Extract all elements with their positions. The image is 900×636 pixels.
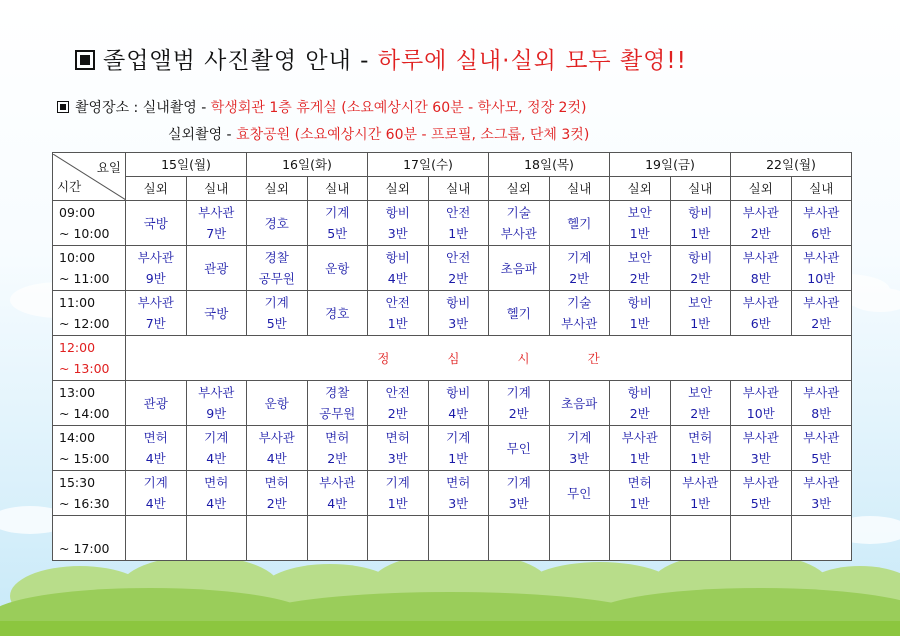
class-cell xyxy=(610,471,671,516)
class-name: 항비 xyxy=(627,385,652,400)
class-group: 1반 xyxy=(629,496,650,511)
class-group: 2반 xyxy=(327,451,348,466)
class-name: 부사관 xyxy=(198,385,235,400)
class-name: 기계 xyxy=(446,430,471,445)
class-name: 면허 xyxy=(688,430,713,445)
class-group: 1반 xyxy=(690,226,711,241)
class-name: 면허 xyxy=(204,475,229,490)
time-start: 11:00 xyxy=(59,295,96,310)
class-group: 2반 xyxy=(387,406,408,421)
class-group: 2반 xyxy=(690,406,711,421)
lunch-char: 시 xyxy=(517,350,530,366)
class-group: 8반 xyxy=(750,271,771,286)
time-end: ~ 13:00 xyxy=(59,361,110,376)
time-end: ~ 11:00 xyxy=(59,271,110,286)
class-name: 보안 xyxy=(627,205,652,220)
class-name: 면허 xyxy=(143,430,168,445)
class-name: 부사관 xyxy=(742,295,779,310)
class-name: 보안 xyxy=(688,295,713,310)
class-name: 보안 xyxy=(688,385,713,400)
class-cell xyxy=(126,426,187,471)
indoor-subheader: 실내 xyxy=(186,177,247,201)
class-group: 4반 xyxy=(327,496,348,511)
class-cell xyxy=(549,516,610,561)
class-cell xyxy=(247,381,308,426)
class-name: 부사관 xyxy=(803,205,840,220)
class-name: 부사관 xyxy=(198,205,235,220)
time-start: 13:00 xyxy=(59,385,96,400)
square-bullet-icon xyxy=(75,50,95,70)
class-group: 5반 xyxy=(750,496,771,511)
class-cell xyxy=(731,471,792,516)
schedule-table xyxy=(52,152,852,561)
class-name: 보안 xyxy=(627,250,652,265)
class-cell xyxy=(428,246,489,291)
class-name: 기계 xyxy=(385,475,410,490)
title-prefix: 졸업앨범 사진촬영 안내 - xyxy=(103,48,378,74)
time-end: ~ 10:00 xyxy=(59,226,110,241)
class-group: 부사관 xyxy=(561,316,598,331)
class-name: 부사관 xyxy=(742,205,779,220)
class-cell xyxy=(489,201,550,246)
time-start: 10:00 xyxy=(59,250,96,265)
class-cell xyxy=(126,201,187,246)
class-cell xyxy=(186,201,247,246)
class-cell xyxy=(549,381,610,426)
class-name: 관광 xyxy=(143,395,168,411)
class-cell xyxy=(610,426,671,471)
class-cell xyxy=(791,381,852,426)
class-cell xyxy=(307,426,368,471)
class-name: 면허 xyxy=(446,475,471,490)
time-start: 09:00 xyxy=(59,205,96,220)
lunch-break-cell xyxy=(126,336,852,381)
indoor-subheader: 실내 xyxy=(670,177,731,201)
class-cell xyxy=(126,516,187,561)
class-name: 관광 xyxy=(204,260,229,276)
class-cell xyxy=(186,471,247,516)
location-indoor-line xyxy=(57,97,586,117)
corner-time-label: 시간 xyxy=(57,178,82,194)
time-end: ~ 14:00 xyxy=(59,406,110,421)
class-group: 9반 xyxy=(206,406,227,421)
class-cell xyxy=(791,291,852,336)
day-header: 19일(금) xyxy=(610,153,731,177)
day-header: 17일(수) xyxy=(368,153,489,177)
class-group: 3반 xyxy=(448,496,469,511)
corner-day-label: 요일 xyxy=(96,159,121,175)
class-cell xyxy=(186,381,247,426)
class-group: 9반 xyxy=(145,271,166,286)
class-group: 3반 xyxy=(750,451,771,466)
class-group: 2반 xyxy=(690,271,711,286)
outdoor-detail: 효창공원 (소요예상시간 60분 - 프로필, 소그룹, 단체 3컷) xyxy=(236,127,590,143)
lunch-char: 정 xyxy=(377,350,390,366)
class-group: 4반 xyxy=(448,406,469,421)
class-cell xyxy=(126,381,187,426)
class-cell xyxy=(791,246,852,291)
square-bullet-icon xyxy=(57,101,69,113)
lunch-char: 간 xyxy=(587,350,600,366)
time-slot-cell xyxy=(53,471,126,516)
class-name: 면허 xyxy=(264,475,289,490)
class-cell xyxy=(670,381,731,426)
outdoor-subheader: 실외 xyxy=(247,177,308,201)
class-cell xyxy=(428,381,489,426)
class-cell xyxy=(126,291,187,336)
class-name: 항비 xyxy=(688,205,713,220)
class-cell xyxy=(186,426,247,471)
class-cell xyxy=(610,381,671,426)
class-cell xyxy=(489,381,550,426)
class-name: 면허 xyxy=(627,475,652,490)
time-start: 15:30 xyxy=(59,475,96,490)
class-name: 부사관 xyxy=(803,430,840,445)
class-group: 1반 xyxy=(690,451,711,466)
class-group: 2반 xyxy=(811,316,832,331)
indoor-subheader: 실내 xyxy=(428,177,489,201)
class-group: 5반 xyxy=(266,316,287,331)
class-cell xyxy=(731,516,792,561)
class-cell xyxy=(307,381,368,426)
class-group: 1반 xyxy=(387,496,408,511)
title-highlight: 하루에 실내·실외 모두 촬영!! xyxy=(377,48,687,74)
class-name: 면허 xyxy=(325,430,350,445)
class-cell xyxy=(247,471,308,516)
class-cell xyxy=(489,471,550,516)
location-label: 촬영장소 : xyxy=(75,100,139,116)
class-cell xyxy=(247,516,308,561)
class-cell xyxy=(731,246,792,291)
indoor-detail: 학생회관 1층 휴게실 (소요예상시간 60분 - 학사모, 정장 2컷) xyxy=(210,100,587,116)
class-name: 부사관 xyxy=(742,385,779,400)
class-name: 기계 xyxy=(264,295,289,310)
indoor-label: 실내촬영 - xyxy=(142,100,207,116)
time-end: ~ 17:00 xyxy=(59,541,110,556)
class-cell xyxy=(247,426,308,471)
class-cell xyxy=(247,201,308,246)
class-group: 10반 xyxy=(746,406,775,421)
class-name: 부사관 xyxy=(803,295,840,310)
schedule-row xyxy=(53,291,852,336)
class-group: 3반 xyxy=(387,226,408,241)
class-group: 2반 xyxy=(569,271,590,286)
class-cell xyxy=(368,246,429,291)
time-end: ~ 12:00 xyxy=(59,316,110,331)
class-cell xyxy=(791,201,852,246)
class-cell xyxy=(791,516,852,561)
class-name: 경호 xyxy=(264,215,289,231)
time-end: ~ 15:00 xyxy=(59,451,110,466)
class-cell xyxy=(428,471,489,516)
class-name: 부사관 xyxy=(137,295,174,310)
class-name: 기계 xyxy=(506,475,531,490)
class-name: 항비 xyxy=(688,250,713,265)
class-group: 4반 xyxy=(145,496,166,511)
class-cell xyxy=(126,246,187,291)
class-cell xyxy=(549,246,610,291)
class-cell xyxy=(791,426,852,471)
class-cell xyxy=(549,291,610,336)
class-cell xyxy=(368,426,429,471)
class-cell xyxy=(489,516,550,561)
class-name: 항비 xyxy=(446,385,471,400)
outdoor-subheader: 실외 xyxy=(731,177,792,201)
class-cell xyxy=(186,291,247,336)
class-name: 부사관 xyxy=(803,475,840,490)
class-name: 경찰 xyxy=(325,385,350,400)
class-name: 무인 xyxy=(567,485,592,501)
class-cell xyxy=(731,291,792,336)
class-cell xyxy=(610,291,671,336)
class-group: 4반 xyxy=(206,451,227,466)
class-cell xyxy=(428,426,489,471)
class-name: 안전 xyxy=(446,205,471,220)
schedule-row xyxy=(53,336,852,381)
class-group: 1반 xyxy=(690,496,711,511)
page-title xyxy=(75,42,687,75)
class-name: 항비 xyxy=(627,295,652,310)
class-cell xyxy=(307,516,368,561)
class-cell xyxy=(610,201,671,246)
class-name: 초음파 xyxy=(561,395,598,411)
indoor-subheader: 실내 xyxy=(791,177,852,201)
class-group: 7반 xyxy=(206,226,227,241)
class-cell xyxy=(549,471,610,516)
class-cell xyxy=(428,201,489,246)
class-name: 무인 xyxy=(506,440,531,456)
class-cell xyxy=(428,291,489,336)
class-cell xyxy=(307,471,368,516)
class-group: 2반 xyxy=(448,271,469,286)
time-slot-cell xyxy=(53,381,126,426)
class-name: 안전 xyxy=(385,385,410,400)
time-slot-cell xyxy=(53,426,126,471)
class-name: 부사관 xyxy=(137,250,174,265)
class-name: 부사관 xyxy=(621,430,658,445)
class-group: 4반 xyxy=(266,451,287,466)
class-cell xyxy=(670,201,731,246)
class-cell xyxy=(731,381,792,426)
class-name: 부사관 xyxy=(803,385,840,400)
class-cell xyxy=(731,426,792,471)
class-name: 부사관 xyxy=(742,475,779,490)
class-group: 2반 xyxy=(629,406,650,421)
class-name: 국방 xyxy=(204,305,229,321)
time-slot-cell xyxy=(53,291,126,336)
class-group: 8반 xyxy=(811,406,832,421)
class-cell xyxy=(307,201,368,246)
class-group: 1반 xyxy=(629,451,650,466)
class-name: 부사관 xyxy=(258,430,295,445)
class-group: 3반 xyxy=(448,316,469,331)
class-cell xyxy=(670,426,731,471)
class-cell xyxy=(186,516,247,561)
class-group: 2반 xyxy=(629,271,650,286)
day-header: 18일(목) xyxy=(489,153,610,177)
class-name: 국방 xyxy=(143,215,168,231)
class-cell xyxy=(610,246,671,291)
outdoor-subheader: 실외 xyxy=(610,177,671,201)
class-group: 10반 xyxy=(807,271,836,286)
schedule-row xyxy=(53,381,852,426)
class-cell xyxy=(247,246,308,291)
class-cell xyxy=(307,291,368,336)
class-group: 5반 xyxy=(327,226,348,241)
class-group: 3반 xyxy=(569,451,590,466)
class-name: 기술 xyxy=(567,295,592,310)
class-cell xyxy=(670,516,731,561)
class-cell xyxy=(670,291,731,336)
class-name: 면허 xyxy=(385,430,410,445)
class-cell xyxy=(307,246,368,291)
class-group: 2반 xyxy=(508,406,529,421)
class-group: 1반 xyxy=(690,316,711,331)
class-cell xyxy=(670,246,731,291)
class-group: 4반 xyxy=(387,271,408,286)
class-group: 1반 xyxy=(448,226,469,241)
class-name: 초음파 xyxy=(500,260,537,276)
schedule-row xyxy=(53,471,852,516)
class-name: 항비 xyxy=(385,205,410,220)
class-name: 부사관 xyxy=(742,430,779,445)
class-group: 공무원 xyxy=(258,271,295,286)
class-name: 운항 xyxy=(325,260,350,276)
schedule-row xyxy=(53,426,852,471)
class-name: 안전 xyxy=(446,250,471,265)
schedule-row xyxy=(53,516,852,561)
class-cell xyxy=(126,471,187,516)
class-name: 기계 xyxy=(567,430,592,445)
class-group: 3반 xyxy=(811,496,832,511)
time-end: ~ 16:30 xyxy=(59,496,110,511)
class-group: 7반 xyxy=(145,316,166,331)
class-group: 3반 xyxy=(387,451,408,466)
schedule-row xyxy=(53,246,852,291)
lunch-char: 심 xyxy=(447,350,460,366)
class-name: 부사관 xyxy=(682,475,719,490)
location-outdoor-line xyxy=(168,124,589,144)
class-name: 기계 xyxy=(143,475,168,490)
class-name: 기계 xyxy=(567,250,592,265)
class-name: 기계 xyxy=(204,430,229,445)
outdoor-subheader: 실외 xyxy=(489,177,550,201)
time-slot-cell xyxy=(53,246,126,291)
class-cell xyxy=(428,516,489,561)
class-cell xyxy=(791,471,852,516)
time-start xyxy=(59,517,125,538)
class-name: 부사관 xyxy=(319,475,356,490)
class-cell xyxy=(186,246,247,291)
class-name: 경호 xyxy=(325,305,350,321)
class-name: 운항 xyxy=(264,395,289,411)
class-cell xyxy=(489,246,550,291)
class-cell xyxy=(368,201,429,246)
time-start: 12:00 xyxy=(59,340,96,355)
class-group: 4반 xyxy=(145,451,166,466)
class-group: 2반 xyxy=(750,226,771,241)
outdoor-label: 실외촬영 - xyxy=(168,127,232,143)
class-group: 1반 xyxy=(387,316,408,331)
class-name: 기계 xyxy=(506,385,531,400)
schedule-row xyxy=(53,201,852,246)
class-cell xyxy=(489,426,550,471)
time-start: 14:00 xyxy=(59,430,96,445)
class-group: 3반 xyxy=(508,496,529,511)
corner-header xyxy=(53,153,126,201)
day-header: 22일(월) xyxy=(731,153,852,177)
class-cell xyxy=(731,201,792,246)
time-slot-cell xyxy=(53,516,126,561)
class-name: 기술 xyxy=(506,205,531,220)
class-group: 부사관 xyxy=(500,226,537,241)
class-cell xyxy=(610,516,671,561)
class-name: 항비 xyxy=(446,295,471,310)
class-group: 5반 xyxy=(811,451,832,466)
class-group: 4반 xyxy=(206,496,227,511)
class-cell xyxy=(368,516,429,561)
class-cell xyxy=(247,291,308,336)
outdoor-subheader: 실외 xyxy=(368,177,429,201)
class-cell xyxy=(670,471,731,516)
time-slot-cell xyxy=(53,336,126,381)
class-group: 공무원 xyxy=(319,406,356,421)
class-group: 6반 xyxy=(811,226,832,241)
class-cell xyxy=(549,201,610,246)
class-group: 1반 xyxy=(629,316,650,331)
indoor-subheader: 실내 xyxy=(307,177,368,201)
class-name: 부사관 xyxy=(803,250,840,265)
class-group: 6반 xyxy=(750,316,771,331)
class-group: 2반 xyxy=(266,496,287,511)
class-name: 경찰 xyxy=(264,250,289,265)
class-group: 1반 xyxy=(629,226,650,241)
class-cell xyxy=(368,381,429,426)
class-group: 1반 xyxy=(448,451,469,466)
class-cell xyxy=(549,426,610,471)
day-header: 15일(월) xyxy=(126,153,247,177)
class-cell xyxy=(368,291,429,336)
class-cell xyxy=(489,291,550,336)
class-name: 헬기 xyxy=(506,305,531,321)
outdoor-subheader: 실외 xyxy=(126,177,187,201)
class-cell xyxy=(368,471,429,516)
day-header: 16일(화) xyxy=(247,153,368,177)
class-name: 기계 xyxy=(325,205,350,220)
indoor-subheader: 실내 xyxy=(549,177,610,201)
class-name: 항비 xyxy=(385,250,410,265)
class-name: 부사관 xyxy=(742,250,779,265)
time-slot-cell xyxy=(53,201,126,246)
class-name: 헬기 xyxy=(567,215,592,231)
class-name: 안전 xyxy=(385,295,410,310)
